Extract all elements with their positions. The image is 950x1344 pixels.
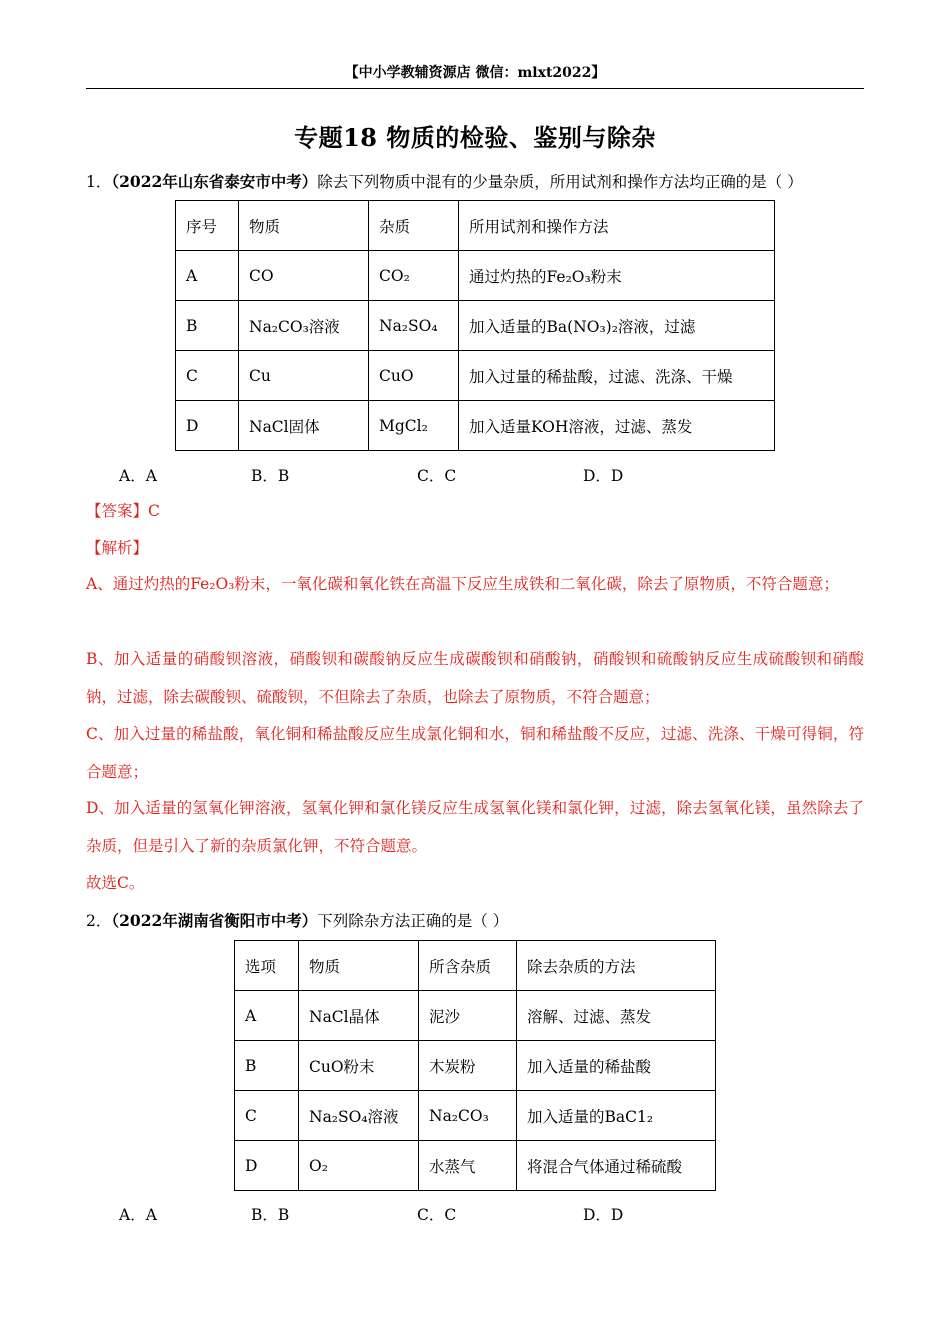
table-header-cell: 序号 [176,201,239,251]
table-cell: Na₂CO₃ [419,1091,517,1141]
question-1-choices [0,464,950,488]
table-cell: A [176,251,239,301]
table-cell: NaCl晶体 [299,991,419,1041]
table-cell: 木炭粉 [419,1041,517,1091]
question-2-choices [0,1203,950,1227]
table-cell: C [235,1091,299,1141]
table-cell: Cu [239,351,369,401]
choice-d[interactable]: D．D [583,467,624,485]
question-2-stem [86,908,876,934]
question-1-text: 除去下列物质中混有的少量杂质，所用试剂和操作方法均正确的是（ ） [317,173,803,191]
table-cell: 水蒸气 [419,1141,517,1191]
table-cell: D [176,401,239,451]
table-cell: MgCl₂ [369,401,459,451]
table-header-cell: 所用试剂和操作方法 [459,201,775,251]
question-2-table [234,940,716,1191]
question-2-source: （2022年湖南省衡阳市中考） [111,911,318,930]
table-cell: 加入过量的稀盐酸，过滤、洗涤、干燥 [459,351,775,401]
table-cell: 通过灼热的Fe₂O₃粉末 [459,251,775,301]
table-header-cell: 除去杂质的方法 [517,941,716,991]
table-cell: CO [239,251,369,301]
table-cell: Na₂SO₄ [369,301,459,351]
question-1-source: （2022年山东省泰安市中考） [111,172,318,191]
choice-c[interactable]: C．C [417,1206,457,1224]
table-row [176,301,775,351]
choice-d[interactable]: D．D [583,1206,624,1224]
table-header-row [235,941,716,991]
table-cell: 加入适量的BaC1₂ [517,1091,716,1141]
page-header: 【中小学教辅资源店 微信：mlxt2022】 [86,62,864,89]
table-cell: 溶解、过滤、蒸发 [517,991,716,1041]
question-2-number: 2． [86,912,112,930]
table-row [235,1091,716,1141]
question-1-number: 1． [86,173,112,191]
table-header-cell: 物质 [299,941,419,991]
table-cell: D [235,1141,299,1191]
table-header-cell: 杂质 [369,201,459,251]
table-cell: CuO粉末 [299,1041,419,1091]
analysis-label: 【解析】 [86,539,149,557]
choice-a[interactable]: A．A [119,1206,157,1224]
choice-b[interactable]: B．B [251,467,290,485]
analysis-paragraph-b: B、加入适量的硝酸钡溶液，硝酸钡和碳酸钠反应生成碳酸钡和硝酸钠，硝酸钡和硫酸钠反应生成硫酸钡和硝酸钠，过滤，除去碳酸钡、硫酸钡，不但除去了杂质，也除去了原物质，不符合题意； [86,650,864,706]
table-cell: CuO [369,351,459,401]
table-cell: B [176,301,239,351]
question-1-stem [86,169,876,195]
table-row [176,251,775,301]
question-2-text: 下列除杂方法正确的是（ ） [317,912,509,930]
table-cell: 加入适量KOH溶液，过滤、蒸发 [459,401,775,451]
table-row [235,1141,716,1191]
table-cell: A [235,991,299,1041]
analysis-paragraph-a: A、通过灼热的Fe₂O₃粉末，一氧化碳和氧化铁在高温下反应生成铁和二氧化碳，除去了原物质，不符合题意； [86,575,839,593]
table-header-cell: 选项 [235,941,299,991]
choice-c[interactable]: C．C [417,467,457,485]
table-cell: 泥沙 [419,991,517,1041]
answer-label: 【答案】C [86,502,160,520]
table-row [235,1041,716,1091]
table-header-cell: 物质 [239,201,369,251]
table-header-row [176,201,775,251]
choice-a[interactable]: A．A [119,467,157,485]
table-cell: B [235,1041,299,1091]
page-title: 专题18 物质的检验、鉴别与除杂 [294,123,656,152]
table-cell: 将混合气体通过稀硫酸 [517,1141,716,1191]
table-cell: O₂ [299,1141,419,1191]
analysis-paragraph-d: D、加入适量的氢氧化钾溶液，氢氧化钾和氯化镁反应生成氢氧化镁和氯化钾，过滤，除去氢氧化镁，虽然除去了杂质，但是引入了新的杂质氯化钾，不符合题意。 [86,799,864,855]
table-row [176,351,775,401]
table-row [235,991,716,1041]
table-cell: Na₂SO₄溶液 [299,1091,419,1141]
table-cell: NaCl固体 [239,401,369,451]
analysis-conclusion: 故选C。 [86,874,145,892]
analysis-paragraph-c: C、加入过量的稀盐酸，氧化铜和稀盐酸反应生成氯化铜和水，铜和稀盐酸不反应，过滤、洗涤、干燥可得铜，符合题意； [86,725,864,781]
table-cell: 加入适量的稀盐酸 [517,1041,716,1091]
choice-b[interactable]: B．B [251,1206,290,1224]
table-cell: 加入适量的Ba(NO₃)₂溶液，过滤 [459,301,775,351]
table-cell: C [176,351,239,401]
table-row [176,401,775,451]
table-cell: Na₂CO₃溶液 [239,301,369,351]
question-1-table [175,200,775,451]
table-cell: CO₂ [369,251,459,301]
table-header-cell: 所含杂质 [419,941,517,991]
